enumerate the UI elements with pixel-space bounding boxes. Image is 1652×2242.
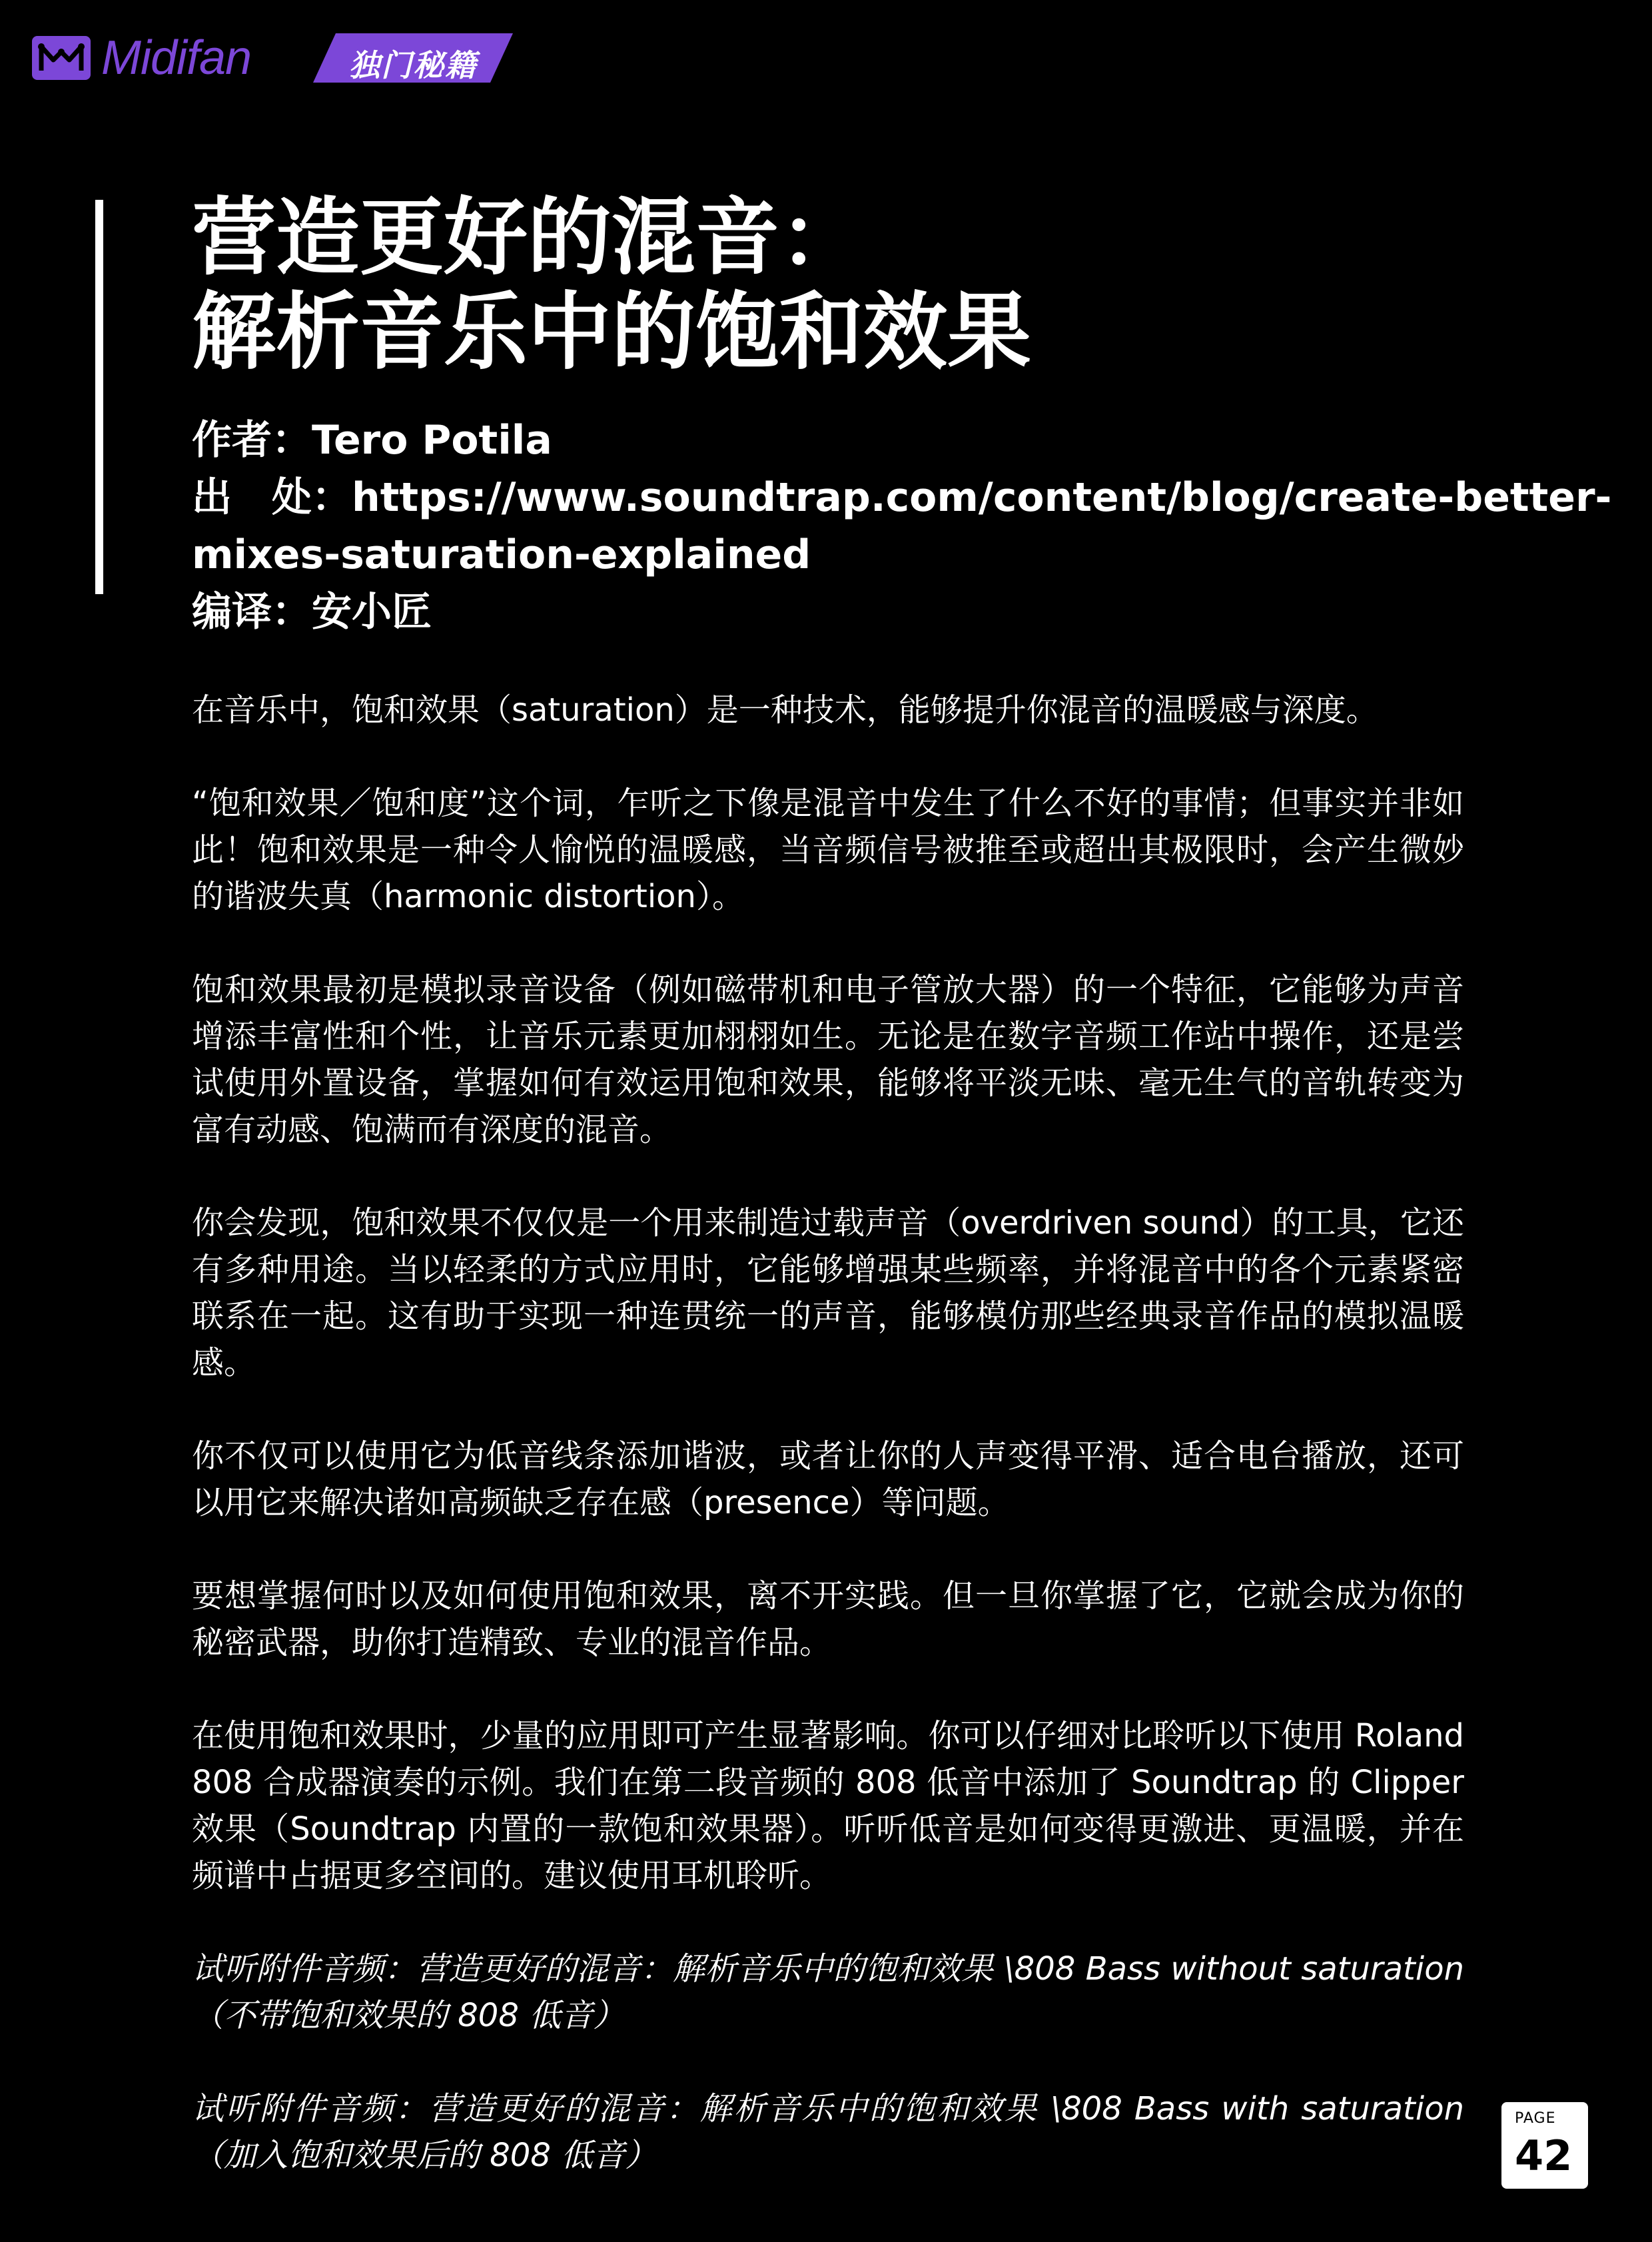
author-line: 作者：Tero Potila <box>192 417 552 464</box>
title-accent-bar <box>95 200 103 594</box>
page-number-badge <box>1501 2102 1588 2189</box>
article-body <box>192 687 1464 2225</box>
source-line-2: mixes-saturation-explained <box>192 532 811 578</box>
audio-attachment-note-1: 试听附件音频：营造更好的混音：解析音乐中的饱和效果 \808 Bass without saturation（不带饱和效果的 808 低音） <box>192 1950 1464 2034</box>
section-tag <box>313 33 513 83</box>
audio-attachment-note-2: 试听附件音频：营造更好的混音：解析音乐中的饱和效果 \808 Bass with saturation（加入饱和效果后的 808 低音） <box>192 2090 1464 2174</box>
paragraph: 你不仅可以使用它为低音线条添加谐波，或者让你的人声变得平滑、适合电台播放，还可以用它来解决诸如高频缺乏存在感（presence）等问题。 <box>192 1437 1464 1521</box>
page-number: 42 <box>1515 2131 1573 2180</box>
paragraph: 你会发现，饱和效果不仅仅是一个用来制造过载声音（overdriven sound）的工具，它还有多种用途。当以轻柔的方式应用时，它能够增强某些频率，并将混音中的各个元素紧密联系在一起。这有助于实现一种连贯统一的声音，能够模仿那些经典录音作品的模拟温暖感。 <box>192 1204 1464 1381</box>
title-line-2: 解析音乐中的饱和效果 <box>192 283 1031 381</box>
translator-line: 编译：安小匠 <box>192 589 432 635</box>
paragraph: 要想掌握何时以及如何使用饱和效果，离不开实践。但一旦你掌握了它，它就会成为你的秘密武器，助你打造精致、专业的混音作品。 <box>192 1577 1464 1661</box>
brand-name: Midifan <box>101 31 252 85</box>
title-line-1: 营造更好的混音： <box>192 188 863 286</box>
paragraph: “饱和效果／饱和度”这个词，乍听之下像是混音中发生了什么不好的事情；但事实并非如此！饱和效果是一种令人愉悦的温暖感，当音频信号被推至或超出其极限时，会产生微妙的谐波失真（harmonic distortion）。 <box>192 785 1464 915</box>
source-line-1: 出 处：https://www.soundtrap.com/content/blog/create-better- <box>192 474 1612 521</box>
brand <box>31 32 251 84</box>
midifan-logo-icon <box>31 33 92 83</box>
page-label: PAGE <box>1515 2110 1556 2127</box>
section-tag-label: 独门秘籍 <box>349 47 477 83</box>
article-meta <box>192 412 1612 641</box>
article-title <box>192 190 1497 380</box>
paragraph: 在使用饱和效果时，少量的应用即可产生显著影响。你可以仔细对比聆听以下使用 Roland 808 合成器演奏的示例。我们在第二段音频的 808 低音中添加了 Soundtrap 的 Clipper 效果（Soundtrap 内置的一款饱和效果器）。听听低音是如何变得更激进、更温暖，并在频谱中占据更多空间的。建议使用耳机聆听。 <box>192 1717 1464 1894</box>
paragraph: 饱和效果最初是模拟录音设备（例如磁带机和电子管放大器）的一个特征，它能够为声音增添丰富性和个性，让音乐元素更加栩栩如生。无论是在数字音频工作站中操作，还是尝试使用外置设备，掌握如何有效运用饱和效果，能够将平淡无味、毫无生气的音轨转变为富有动感、饱满而有深度的混音。 <box>192 971 1464 1148</box>
paragraph: 在音乐中，饱和效果（saturation）是一种技术，能够提升你混音的温暖感与深度。 <box>192 691 1378 729</box>
